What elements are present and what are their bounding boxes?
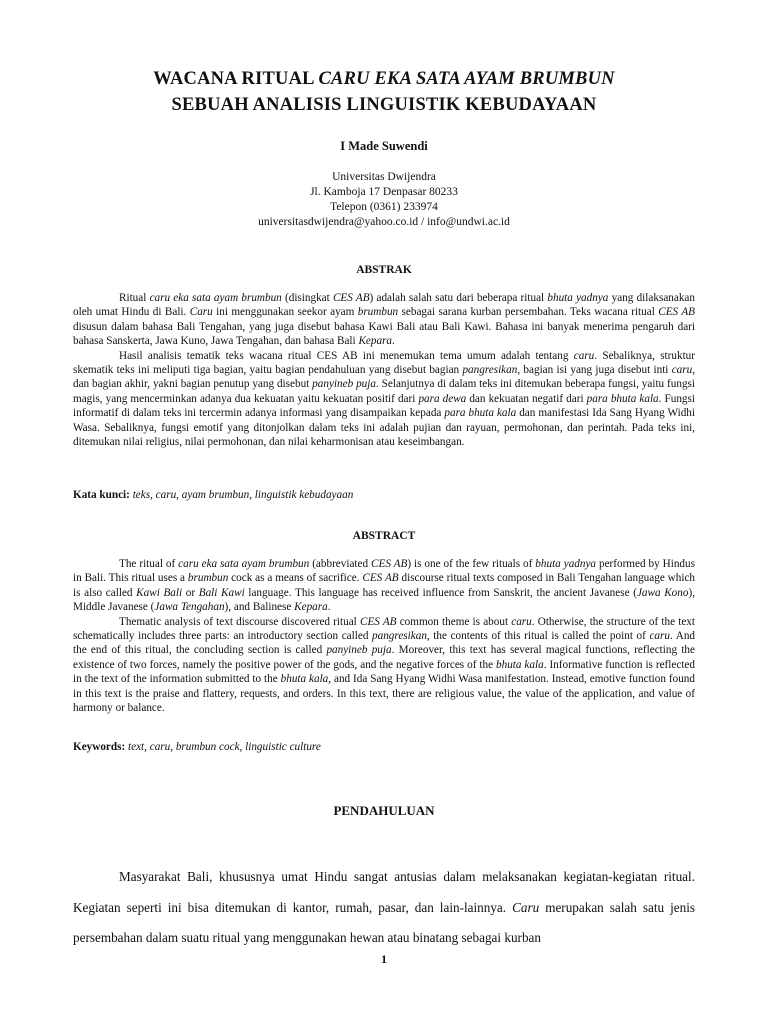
abstrak-keywords-text: teks, caru, ayam brumbun, linguistik kebudayaan [132,489,354,501]
title-prefix: WACANA RITUAL [153,69,319,89]
affiliation-email: universitasdwijendra@yahoo.co.id / info@undwi.ac.id [258,216,510,228]
abstrak-heading: ABSTRAK [356,264,412,276]
abstract-heading: ABSTRACT [352,530,416,542]
abstrak-keywords-label: Kata kunci: [73,489,130,501]
author-name: I Made Suwendi [340,139,428,153]
abstract-body [73,557,695,715]
abstract-keywords-label: Keywords: [73,741,126,753]
paper-title [0,66,768,118]
page-number: 1 [381,952,387,966]
pendahuluan-body [73,862,695,954]
title-italic: CARU EKA SATA AYAM BRUMBUN [318,69,615,89]
title-line-2: SEBUAH ANALISIS LINGUISTIK KEBUDAYAAN [171,95,597,115]
pendahuluan-heading: PENDAHULUAN [333,803,435,818]
abstract-paragraph: The ritual of caru eka sata ayam brumbun (abbreviated CES AB) is one of the few rituals of bhuta yadnya performed by Hindus in Bali. This ritual uses a brumbun cock as a means of sacrifice. CES AB discourse ritual texts composed in Bali Tengahan language which is also called Kawi Bali or Bali Kawi language. This language has received influence from Sanskrit, the ancient Javanese (Jawa Kono), Middle Javanese (Jawa Tengahan), and Balinese Kepara. [73,558,695,614]
abstrak-paragraph: Hasil analisis tematik teks wacana ritual CES AB ini menemukan tema umum adalah tentang caru. Sebaliknya, struktur skematik teks ini meliputi tiga bagian, yaitu bagian pendahuluan yang disebut bagian pangresikan, bagian isi yang juga disebut inti caru, dan bagian akhir, yakni bagian penutup yang disebut panyineb puja. Selanjutnya di dalam teks ini ditemukan beberapa fungsi, yaitu fungsi magis, yang mencerminkan adanya dua kekuatan yaitu kekuatan positif dari para dewa dan kekuatan negatif dari para bhuta kala. Fungsi informatif di dalam teks ini tercermin adanya informasi yang disampaikan kepada para bhuta kala dan manifestasi Ida Sang Hyang Widhi Wasa. Sebaliknya, fungsi emotif yang ditonjolkan dalam teks ini adalah pujian dan rayuan, permohonan, dan perintah. Pada teks ini, ditemukan nilai religius, nilai permohonan, dan nilai keharmonisan atau keseimbangan. [73,349,696,449]
abstract-keywords-text: text, caru, brumbun cock, linguistic culture [128,741,321,753]
affiliation-phone: Telepon (0361) 233974 [330,201,438,213]
affiliation-address: Jl. Kamboja 17 Denpasar 80233 [310,186,458,198]
abstrak-body [73,291,695,449]
pendahuluan-paragraph: Masyarakat Bali, khususnya umat Hindu sangat antusias dalam melaksanakan kegiatan-kegiatan ritual. Kegiatan seperti ini bisa ditemukan di kantor, rumah, pasar, dan lain-lainnya. Caru merupakan salah satu jenis persembahan dalam suatu ritual yang menggunakan hewan atau binatang sebagai kurban [73,869,695,945]
abstract-keywords [73,740,695,754]
abstrak-keywords [73,488,695,502]
abstrak-paragraph: Ritual caru eka sata ayam brumbun (disingkat CES AB) adalah salah satu dari beberapa ritual bhuta yadnya yang dilaksanakan oleh umat Hindu di Bali. Caru ini menggunakan seekor ayam brumbun sebagai sarana kurban persembahan. Teks wacana ritual CES AB disusun dalam bahasa Bali Tengahan, yang juga disebut bahasa Kawi Bali atau Bali Kawi. Bahasa ini banyak menerima pengaruh dari bahasa Sanskerta, Jawa Kuno, Jawa Tengahan, dan bahasa Bali Kepara. [73,292,695,348]
affiliation-block [0,170,768,230]
title-line-1 [0,66,768,92]
abstract-paragraph: Thematic analysis of text discourse discovered ritual CES AB common theme is about caru. Otherwise, the structure of the text schematically includes three parts: an introductory section called pangresikan, the contents of this ritual is called the point of caru. And the end of this ritual, the concluding section is called panyineb puja. Moreover, this text has several magical functions, reflecting the existence of two forces, namely the positive power of the gods, and the negative forces of the bhuta kala. Informative function is reflected in the text of the information submitted to the bhuta kala, and Ida Sang Hyang Widhi Wasa manifestation. Instead, emotive function found in this text is the praise and flattery, requests, and orders. In this text, there are religious value, the value of the application, and value of harmony or balance. [73,615,696,715]
affiliation-institution: Universitas Dwijendra [332,171,436,183]
